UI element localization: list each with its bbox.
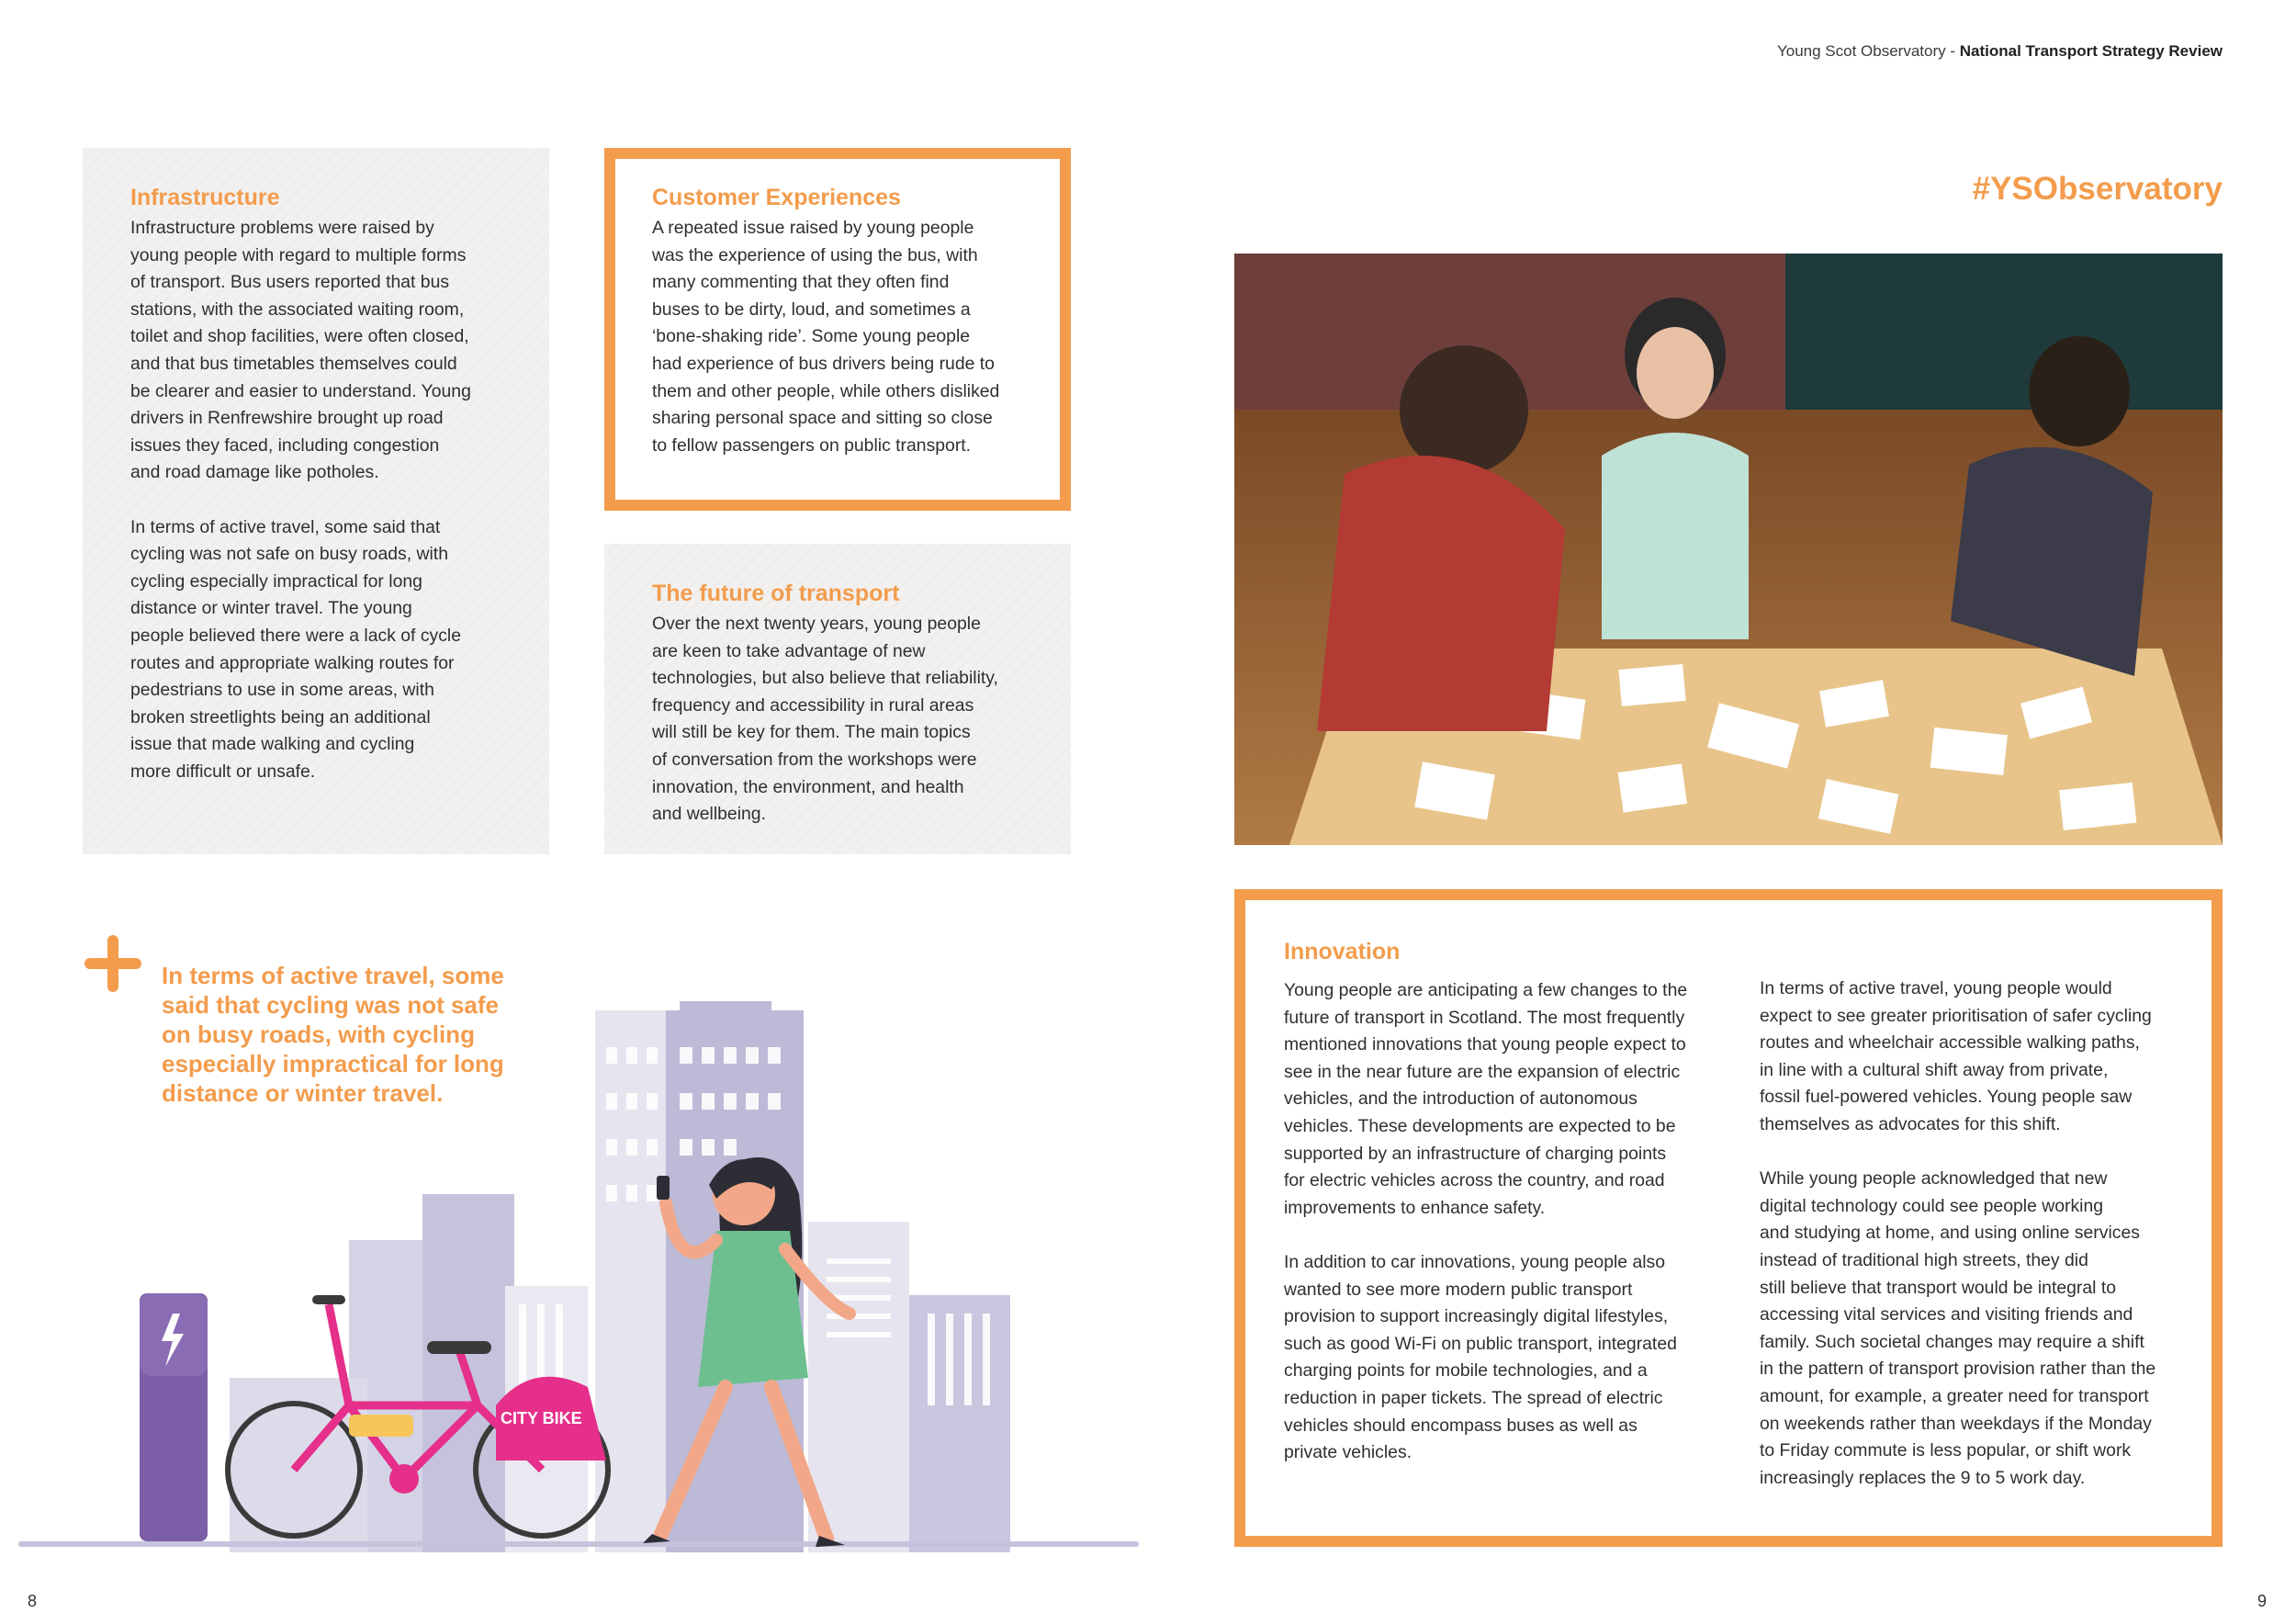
innovation-panel: [1234, 889, 2223, 1547]
page-number-right: 9: [2257, 1592, 2267, 1610]
infrastructure-paragraph-2: In terms of active travel, some said that cycling was not safe on busy roads, with cycling especially impractical for long distance or winter travel. The young people believed there were a lack of cycle routes and appropriate walking routes for pedestrians to use in some areas, with broken streetlights being an additional issue that made walking and cycling more difficult or unsafe.: [130, 516, 462, 782]
innovation-col2-paragraph-1: In terms of active travel, young people would expect to see greater prioritisation of safer cycling routes and wheelchair accessible walking paths, in line with a cultural shift away from private, fossil fuel-powered vehicles. Young people saw themselves as advocates for this shift.: [1760, 978, 2152, 1134]
bike-label: CITY BIKE: [501, 1409, 582, 1427]
charging-station-icon: [140, 1293, 208, 1541]
innovation-column-2: [1760, 976, 2219, 1492]
plus-icon: [84, 935, 141, 992]
header-separator: -: [1945, 42, 1960, 60]
future-of-transport-text: Over the next twenty years, young people are keen to take advantage of new technologies, but also believe that reliability, frequency and accessibility in rural areas will still be key for them. The main topics of conversation from the workshops were innovation, the environment, and health and wellbeing.: [652, 614, 998, 825]
pull-quote: In terms of active travel, some said that cycling was not safe on busy roads, with cycling especially impractical for long distance or winter travel.: [162, 962, 504, 1107]
infrastructure-panel: [83, 148, 549, 854]
header-report-title: National Transport Strategy Review: [1959, 42, 2223, 60]
future-of-transport-panel: [604, 544, 1071, 854]
page-number-left: 8: [28, 1592, 38, 1610]
future-of-transport-title: The future of transport: [652, 581, 900, 606]
infrastructure-title: Infrastructure: [130, 185, 280, 210]
customer-experiences-text: A repeated issue raised by young people was the experience of using the bus, with many commenting that they often find buses to be dirty, loud, and sometimes a ‘bone-shaking ride’. Some young people had experience of bus drivers being rude to them and other people, while others disliked sharing personal space and sitting so close to fellow passengers on public transport.: [652, 218, 1000, 456]
customer-experiences-title: Customer Experiences: [652, 185, 901, 210]
city-bike-illustration: [18, 1001, 1139, 1552]
innovation-column-1: [1284, 977, 1725, 1467]
innovation-col1-paragraph-1: Young people are anticipating a few changes to the future of transport in Scotland. The most frequently mentioned innovations that young people expect to see in the near future are the expansion of electric vehicles, and the introduction of autonomous vehicles. These developments are expected to be supported by an infrastructure of charging points for electric vehicles across the country, and road improvements to enhance safety.: [1284, 980, 1688, 1218]
running-header: [1777, 42, 2223, 61]
innovation-title: Innovation: [1284, 939, 1401, 964]
city-skyline: [230, 1001, 1010, 1552]
innovation-col2-paragraph-2: While young people acknowledged that new digital technology could see people working and studying at home, and using online services instead of traditional high streets, they did still believe that transport would be integral to accessing vital services and visiting friends and family. Such societal changes may require a shift in the pattern of transport provision rather than the amount, for example, a greater need for transport on weekends rather than weekdays if the Monday to Friday commute is less popular, or shift work increasingly replaces the 9 to 5 work day.: [1760, 1168, 2156, 1488]
infrastructure-paragraph-1: Infrastructure problems were raised by young people with regard to multiple forms of transport. Bus users reported that bus stations, with the associated waiting room, toilet and shop facilities, were often closed, and that bus timetables themselves could be clearer and easier to understand. Young drivers in Renfrewshire brought up road issues they faced, including congestion and road damage like potholes.: [130, 218, 471, 483]
ground-line: [18, 1541, 1139, 1547]
workshop-photo: [1234, 254, 2223, 845]
customer-experiences-panel: [604, 148, 1071, 511]
innovation-col1-paragraph-2: In addition to car innovations, young people also wanted to see more modern public transport provision to support increasingly digital lifestyles, such as good Wi-Fi on public transport, integrated charging points for mobile technologies, and a reduction in paper tickets. The spread of electric vehicles should encompass buses as well as private vehicles.: [1284, 1251, 1677, 1463]
header-org: Young Scot Observatory: [1776, 42, 1946, 60]
hashtag: #YSObservatory: [1972, 171, 2223, 207]
